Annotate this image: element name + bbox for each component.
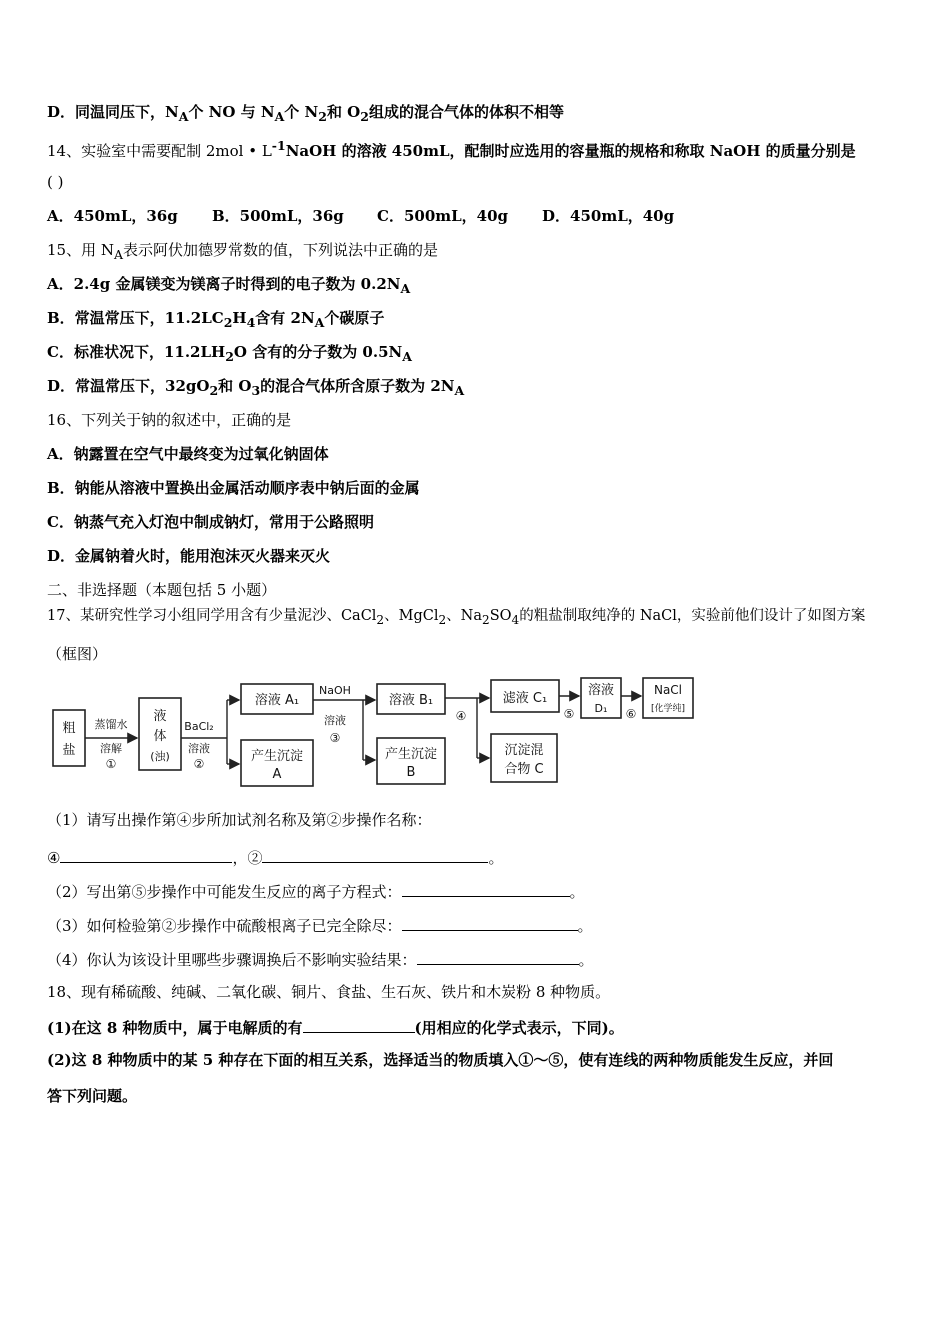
label-step1-num: ① (105, 757, 117, 771)
text: C．标准状况下，11.2LH (47, 343, 226, 361)
sub: A (178, 109, 189, 124)
q13-option-d (47, 102, 564, 127)
q15-option-c (47, 342, 412, 367)
text: 组成的混合气体的体积不相等 (368, 103, 564, 121)
sub: A (113, 247, 124, 262)
sub: 2 (225, 349, 234, 364)
sub: 2 (223, 315, 233, 330)
q15-option-d (47, 376, 464, 401)
sub: 2 (376, 612, 385, 627)
text: 个 NO 与 N (188, 103, 275, 121)
text: 。 (488, 849, 504, 867)
q14-option-c: C．500mL，40g (377, 207, 509, 225)
label-liquid-2: 体 (153, 729, 167, 744)
text: H (232, 309, 247, 327)
text: 。 (577, 917, 593, 935)
q18-stem: 18、现有稀硫酸、纯碱、二氧化碳、铜片、食盐、生石灰、铁片和木炭粉 8 种物质。 (47, 983, 611, 1001)
answer-blank[interactable] (303, 1016, 415, 1033)
sub: 3 (251, 383, 261, 398)
label-solution-d1-2: D₁ (594, 702, 608, 715)
q16-option-d: D．金属钠着火时，能用泡沫灭火器来灭火 (47, 547, 331, 565)
text: SO (489, 608, 512, 624)
label-step3-bottom: 溶液 (324, 714, 346, 727)
text: 。 (578, 951, 594, 969)
q17-part2 (47, 880, 585, 902)
answer-blank[interactable] (262, 846, 488, 863)
text: 15、用 N (47, 241, 114, 259)
q17-stem (47, 606, 865, 630)
label-nacl-2: [化学纯] (650, 704, 686, 714)
label-precipitate-c-1: 沉淀混 (504, 743, 544, 758)
text: 、Na (446, 608, 483, 624)
label-liquid-1: 液 (153, 709, 167, 724)
label-precipitate-b-1: 产生沉淀 (384, 747, 438, 762)
label-step5-num: ⑤ (563, 707, 575, 721)
q17-stem-cont: （框图） (47, 645, 108, 663)
sub: 2 (360, 109, 369, 124)
text: NaOH 的溶液 450mL，配制时应选用的容量瓶的规格和称取 NaOH 的质量分别是 (285, 142, 856, 160)
q14-option-d: D．450mL，40g (542, 207, 675, 225)
sub: A (402, 349, 412, 364)
sub: A (314, 315, 325, 330)
q16-option-c: C．钠蒸气充入灯泡中制成钠灯，常用于公路照明 (47, 513, 374, 531)
q15-option-a (47, 274, 410, 299)
sub: 4 (246, 315, 256, 330)
answer-blank[interactable] (402, 914, 578, 931)
text: B．常温常压下，11.2LC (47, 309, 224, 327)
q14-options (47, 206, 674, 226)
label-step6-num: ⑥ (625, 707, 637, 721)
text: O 含有的分子数为 0.5N (233, 343, 403, 361)
text: 、MgCl (384, 608, 439, 624)
q17-part4 (47, 948, 594, 970)
label-step3-top: NaOH (319, 684, 351, 697)
q16-stem: 16、下列关于钠的叙述中，正确的是 (47, 411, 292, 429)
q16-option-b: B．钠能从溶液中置换出金属活动顺序表中钠后面的金属 (47, 479, 420, 497)
text: (用相应的化学式表示，下同)。 (414, 1019, 624, 1037)
q18-part1 (47, 1016, 624, 1038)
text: 。 (569, 883, 585, 901)
q14-option-b: B．500mL，36g (212, 207, 344, 225)
label-precipitate-c-2: 合物 C (504, 762, 544, 777)
text: 个碳原子 (324, 309, 385, 327)
text: 表示阿伏加德罗常数的值，下列说法中正确的是 (123, 241, 439, 259)
q16-option-a: A．钠露置在空气中最终变为过氧化钠固体 (47, 445, 329, 463)
answer-blank[interactable] (60, 846, 232, 863)
text: （3）如何检验第②步操作中硫酸根离子已完全除尽： (47, 917, 402, 935)
label-step2-bottom: 溶液 (188, 742, 210, 755)
text: 的混合气体所含原子数为 2N (260, 377, 455, 395)
label-step2-num: ② (193, 757, 205, 771)
label-nacl-1: NaCl (653, 683, 683, 697)
label-crude-1: 粗 (62, 721, 76, 736)
q18-part2-cont: 答下列问题。 (47, 1087, 138, 1105)
q17-part1-answer (47, 846, 503, 868)
text: 的粗盐制取纯净的 NaCl，实验前他们设计了如图方案 (519, 608, 866, 624)
text: 14、实验室中需要配制 2mol • L (47, 142, 272, 160)
text: 17、某研究性学习小组同学用含有少量泥沙、CaCl (47, 608, 377, 624)
section-heading: 二、非选择题（本题包括 5 小题） (47, 581, 277, 599)
sub: A (400, 281, 411, 296)
q14-paren: ( ) (47, 173, 64, 191)
sub: 2 (209, 383, 219, 398)
sub: 4 (511, 612, 520, 627)
label-crude-2: 盐 (62, 743, 76, 758)
text: (1)在这 8 种物质中，属于电解质的有 (47, 1019, 303, 1037)
text: A．2.4g 金属镁变为镁离子时得到的电子数为 0.2N (47, 275, 401, 293)
q14-option-a: A．450mL，36g (47, 207, 178, 225)
label-step2-top: BaCl₂ (184, 720, 214, 733)
text: D．同温同压下，N (47, 103, 179, 121)
sub: 2 (482, 612, 490, 627)
q15-option-b (47, 308, 384, 333)
text: D．常温常压下，32gO (47, 377, 210, 395)
answer-blank[interactable] (402, 880, 570, 897)
text: 个 N (284, 103, 319, 121)
sub: 2 (318, 109, 327, 124)
sub: 2 (438, 612, 447, 627)
text: （2）写出第⑤步操作中可能发生反应的离子方程式： (47, 883, 402, 901)
label-solution-b1: 溶液 B₁ (388, 693, 434, 708)
text: ，② (232, 849, 263, 867)
q17-part1: （1）请写出操作第④步所加试剂名称及第②步操作名称： (47, 811, 432, 829)
label-step3-num: ③ (329, 731, 341, 745)
q15-stem (47, 240, 438, 265)
q17-part3 (47, 914, 593, 936)
label-liquid-3: (浊) (150, 750, 170, 763)
label-precipitate-a-2: A (272, 767, 282, 782)
text: （4）你认为该设计里哪些步骤调换后不影响实验结果： (47, 951, 417, 969)
sub: A (274, 109, 285, 124)
q18-part2: (2)这 8 种物质中的某 5 种存在下面的相互关系，选择适当的物质填入①～⑤，使有连线的两种物质能发生反应，并回 (47, 1051, 834, 1069)
label-step4-num: ④ (455, 709, 467, 723)
label-precipitate-a-1: 产生沉淀 (250, 749, 304, 764)
label-filtrate-c1: 滤液 C₁ (502, 691, 548, 706)
label-precipitate-b-2: B (406, 765, 416, 780)
text: 和 O (326, 103, 361, 121)
sub: A (454, 383, 465, 398)
q14-stem (47, 136, 856, 161)
label-solution-d1-1: 溶液 (587, 683, 615, 698)
answer-blank[interactable] (417, 948, 579, 965)
label-solution-a1: 溶液 A₁ (254, 693, 300, 708)
label-step1-top: 蒸馏水 (94, 718, 128, 731)
flowchart (47, 672, 707, 794)
label-step1-bottom: 溶解 (100, 742, 122, 755)
text: 和 O (218, 377, 252, 395)
sup: -1 (271, 138, 286, 153)
text: 含有 2N (255, 309, 315, 327)
text: ④ (47, 849, 61, 867)
